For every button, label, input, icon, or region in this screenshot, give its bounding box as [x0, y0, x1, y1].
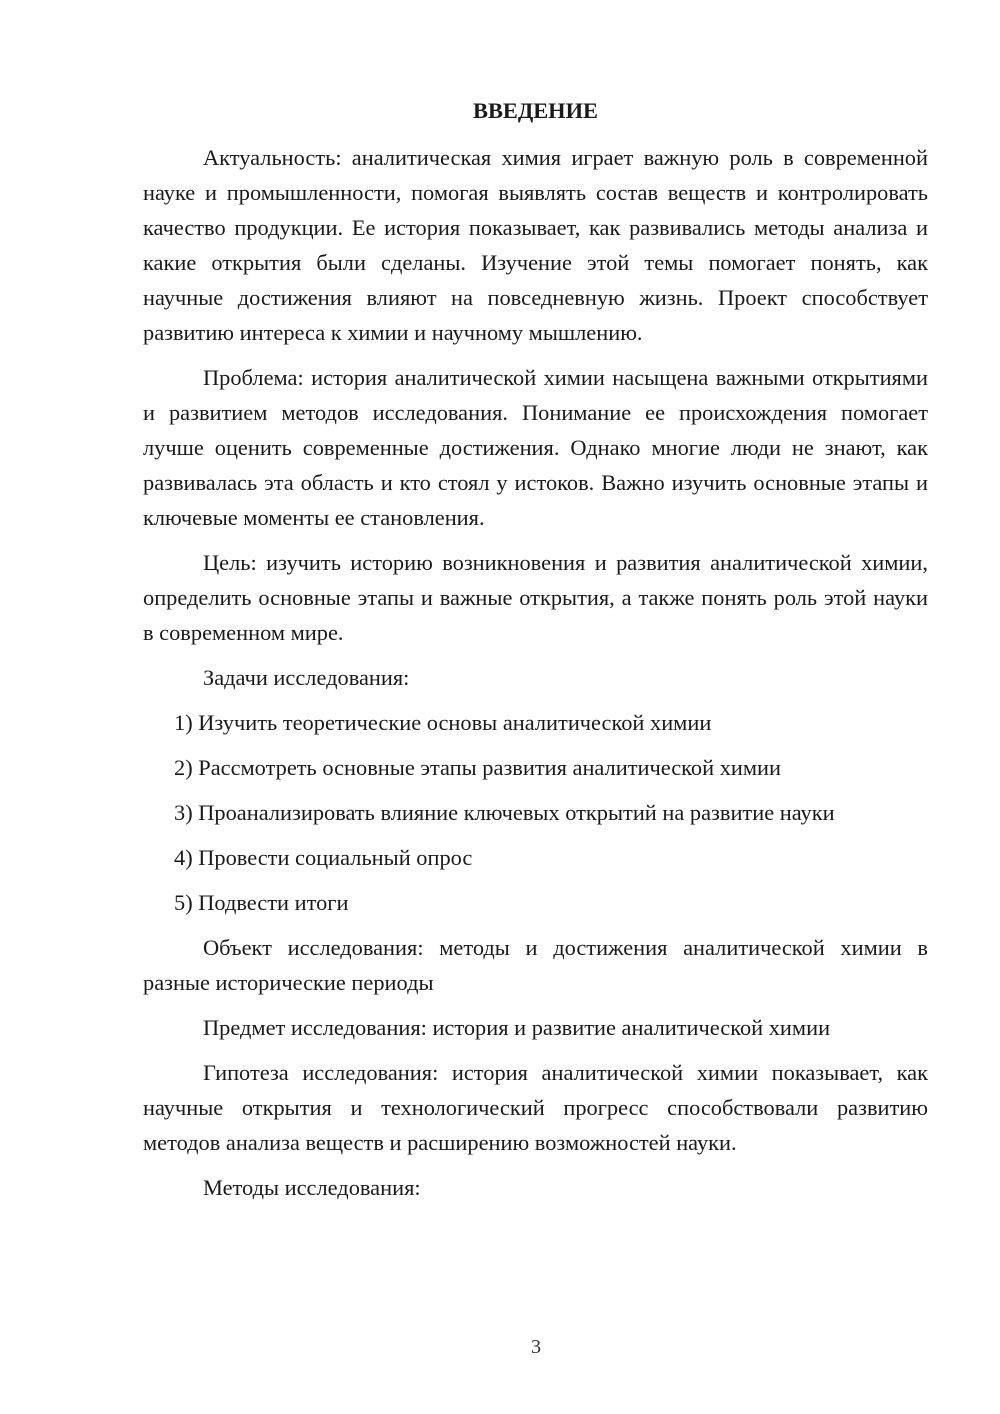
- goal-paragraph: Цель: изучить историю возникновения и развития аналитической химии, определить основные этапы и важные открытия, а также понять роль этой науки в современном мире.: [143, 550, 928, 645]
- page-content: [143, 96, 928, 1215]
- subject-paragraph: Предмет исследования: история и развитие аналитической химии: [203, 1015, 831, 1040]
- methods-heading: Методы исследования:: [203, 1175, 421, 1200]
- section-title: ВВЕДЕНИЕ: [473, 98, 598, 123]
- page-number: 3: [531, 1336, 541, 1358]
- object-paragraph: Объект исследования: методы и достижения аналитической химии в разные исторические периоды: [143, 935, 928, 995]
- task-item: 5) Подвести итоги: [174, 890, 349, 915]
- tasks-heading: Задачи исследования:: [203, 665, 410, 690]
- task-item: 1) Изучить теоретические основы аналитической химии: [174, 710, 712, 735]
- task-item: 4) Провести социальный опрос: [174, 845, 473, 870]
- task-item: 3) Проанализировать влияние ключевых открытий на развитие науки: [174, 800, 835, 825]
- hypothesis-paragraph: Гипотеза исследования: история аналитической химии показывает, как научные открытия и технологический прогресс способствовали развитию методов анализа веществ и расширению возможностей науки.: [143, 1060, 928, 1155]
- problem-paragraph: Проблема: история аналитической химии насыщена важными открытиями и развитием методов исследования. Понимание ее происхождения помогает лучше оценить современные достижения. Однако многие люди не знают, как развивалась эта область и кто стоял у истоков. Важно изучить основные этапы и ключевые моменты ее становления.: [143, 365, 928, 530]
- task-item: 2) Рассмотреть основные этапы развития аналитической химии: [174, 755, 782, 780]
- relevance-paragraph: Актуальность: аналитическая химия играет важную роль в современной науке и промышленности, помогая выявлять состав веществ и контролировать качество продукции. Ее история показывает, как развивались методы анализа и какие открытия были сделаны. Изучение этой темы помогает понять, как научные достижения влияют на повседневную жизнь. Проект способствует развитию интереса к химии и научному мышлению.: [143, 145, 928, 345]
